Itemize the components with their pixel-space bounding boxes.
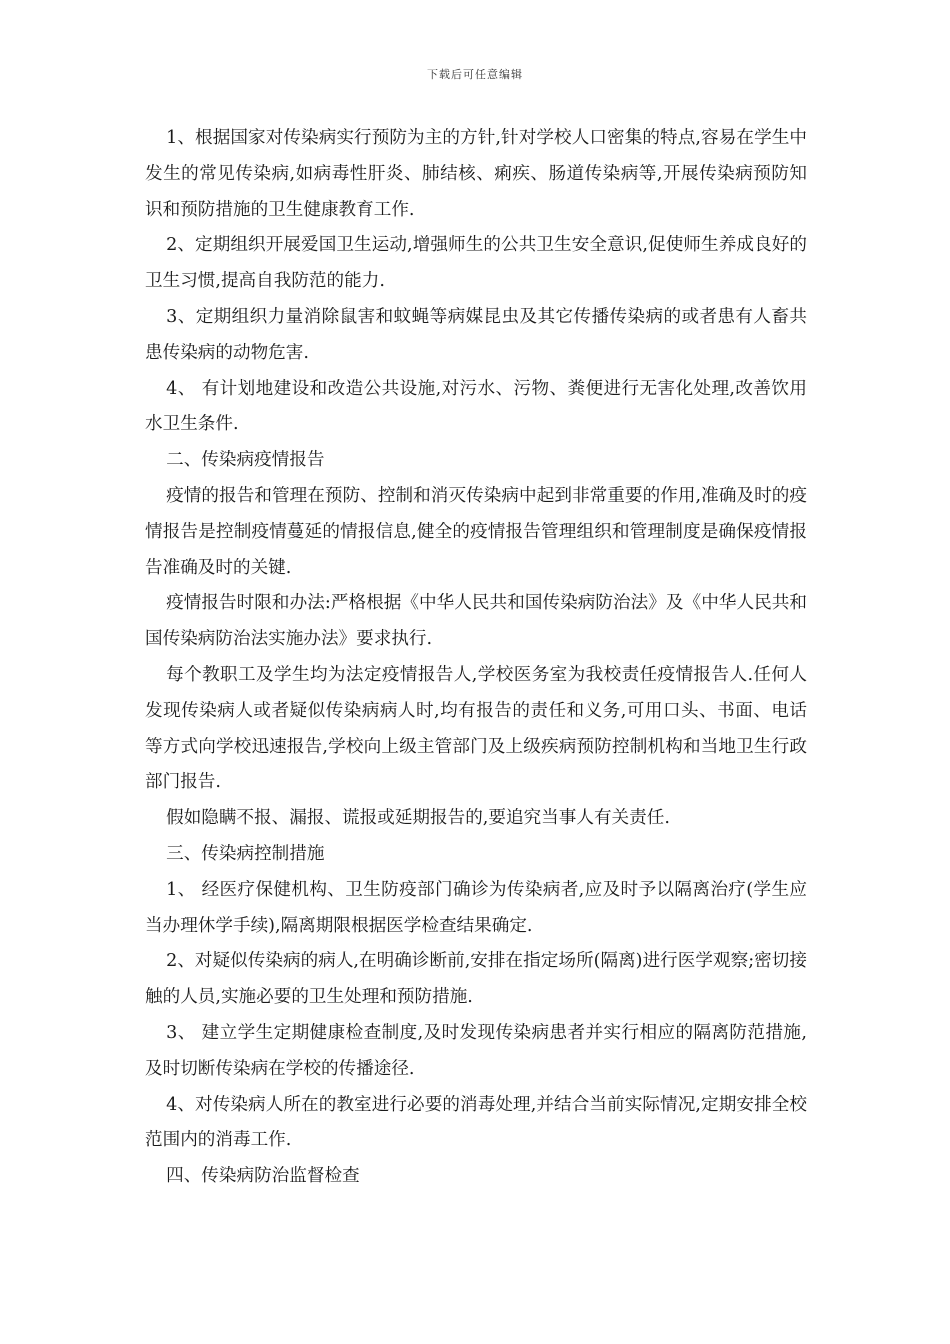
paragraph-liability: 假如隐瞒不报、漏报、谎报或延期报告的,要追究当事人有关责任.: [166, 808, 670, 829]
paragraph-control-2: 2、对疑似传染病的病人,在明确诊断前,安排在指定场所(隔离)进行医学观察;密切接触的人员,实施必要的卫生处理和预防措施.: [145, 951, 807, 1008]
paragraph-reporters: 每个教职工及学生均为法定疫情报告人,学校医务室为我校责任疫情报告人.任何人发现传染病人或者疑似传染病病人时,均有报告的责任和义务,可用口头、书面、电话等方式向学校迅速报告,学校向上级主管部门及上级疾病预防控制机构和当地卫生行政部门报告.: [145, 664, 807, 793]
section-heading-4: 四、传染病防治监督检查: [166, 1166, 360, 1187]
paragraph-measure-3: 3、定期组织力量消除鼠害和蚊蝇等病媒昆虫及其它传播传染病的或者患有人畜共患传染病的动物危害.: [145, 306, 807, 363]
paragraph-measure-1: 1、根据国家对传染病实行预防为主的方针,针对学校人口密集的特点,容易在学生中发生的常见传染病,如病毒性肝炎、肺结核、痢疾、肠道传染病等,开展传染病预防知识和预防措施的卫生健康教育工作.: [145, 128, 807, 220]
section-heading-2: 二、传染病疫情报告: [166, 450, 325, 471]
paragraph-report-deadline: 疫情报告时限和办法:严格根据《中华人民共和国传染病防治法》及《中华人民共和国传染病防治法实施办法》要求执行.: [145, 593, 807, 650]
paragraph-measure-2: 2、定期组织开展爱国卫生运动,增强师生的公共卫生安全意识,促使师生养成良好的卫生习惯,提高自我防范的能力.: [145, 235, 807, 292]
paragraph-control-1: 1、 经医疗保健机构、卫生防疫部门确诊为传染病者,应及时予以隔离治疗(学生应当办理休学手续),隔离期限根据医学检查结果确定.: [145, 879, 807, 936]
paragraph-report-importance: 疫情的报告和管理在预防、控制和消灭传染病中起到非常重要的作用,准确及时的疫情报告是控制疫情蔓延的情报信息,健全的疫情报告管理组织和管理制度是确保疫情报告准确及时的关键.: [145, 485, 807, 578]
section-heading-3: 三、传染病控制措施: [166, 843, 325, 864]
paragraph-control-4: 4、对传染病人所在的教室进行必要的消毒处理,并结合当前实际情况,定期安排全校范围内的消毒工作.: [145, 1094, 807, 1151]
document-body: [145, 121, 807, 1195]
page-header: 下载后可任意编辑: [427, 68, 523, 81]
paragraph-control-3: 3、 建立学生定期健康检查制度,及时发现传染病患者并实行相应的隔离防范措施,及时切断传染病在学校的传播途径.: [145, 1022, 807, 1079]
paragraph-measure-4: 4、 有计划地建设和改造公共设施,对污水、污物、粪便进行无害化处理,改善饮用水卫生条件.: [145, 378, 807, 435]
